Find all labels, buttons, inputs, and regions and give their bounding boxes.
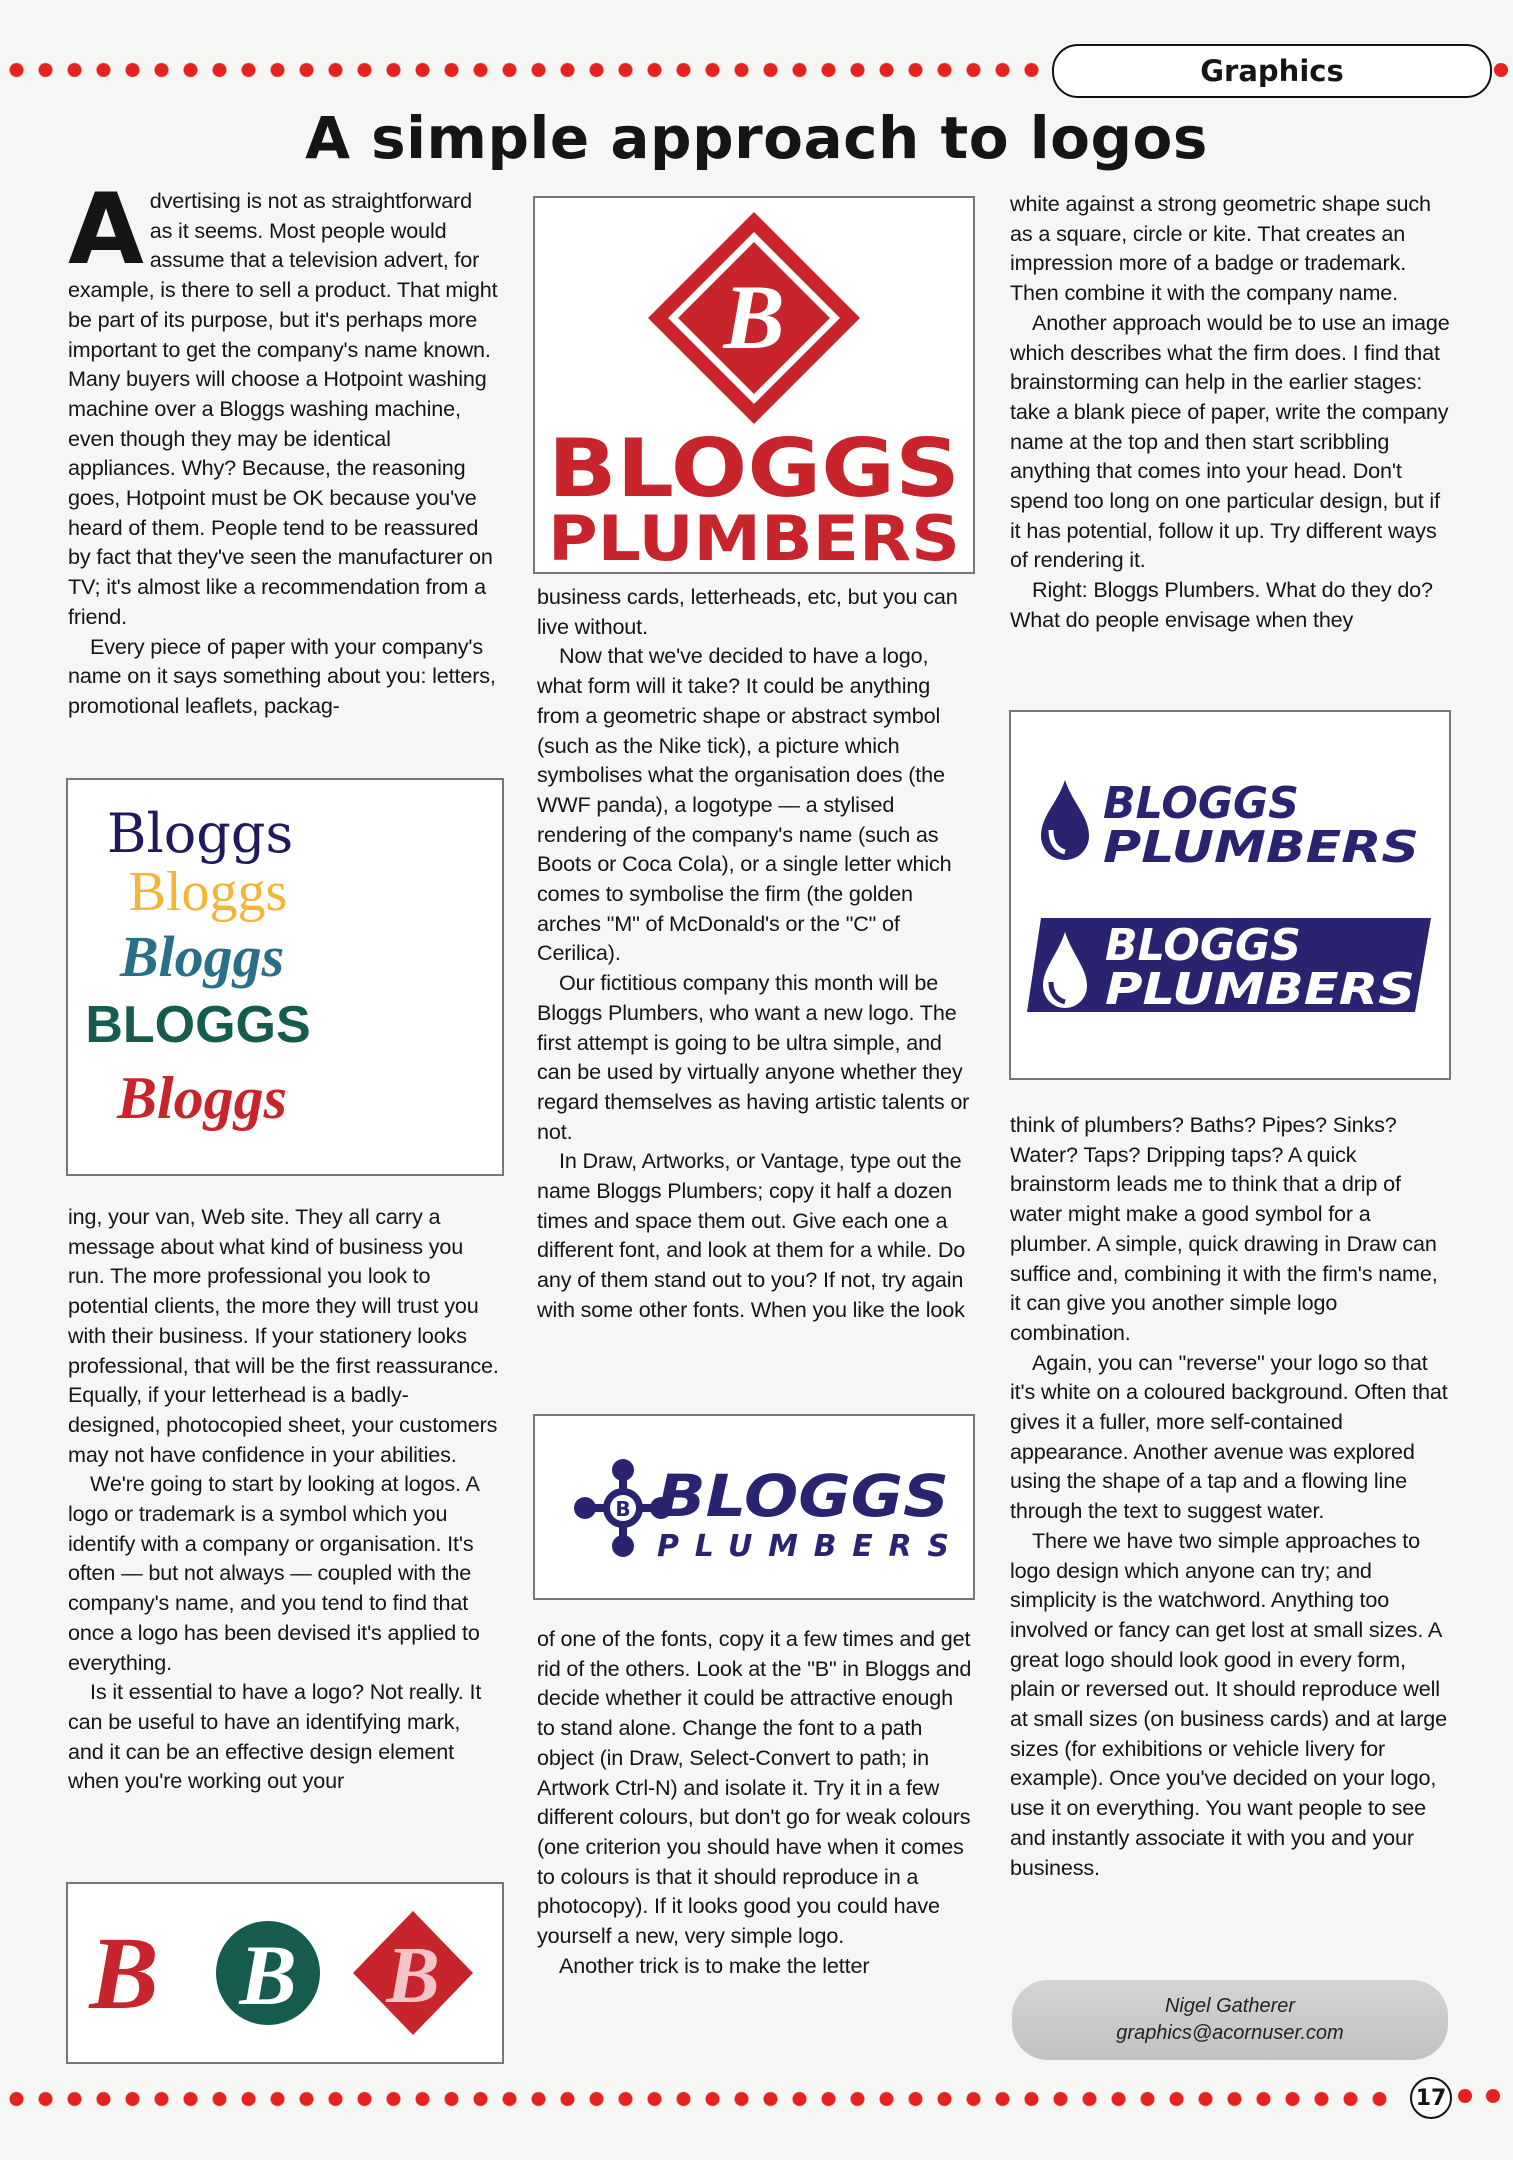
author-signature (1012, 1980, 1448, 2060)
pipe-logo-line1: BLOGGS (657, 1462, 949, 1530)
paragraph: Now that we've decided to have a logo, what form will it take? It could be anything from a geometric shape or abstract symbol (such as the Nike tick), a picture which symbolises what the organisation does (the WWF panda), a logotype — a stylised rendering of the company's name (such as Boots or Coca Cola), or a single letter which comes to symbolise the firm (the golden arches "M" of McDonald's or the "C" of Cerilica). (537, 643, 952, 966)
paragraph: Our fictitious company this month will be Bloggs Plumbers, who want a new logo. The first attempt is going to be ultra simple, and can be used by virtually anyone whether they regard themselves as having artistic talents or not. (537, 970, 970, 1144)
paragraph: dvertising is not as straightforward as it seems. Most people would assume that a television advert, for example, is there to sell a product. That might be part of its purpose, but it's perhaps more important to get the company's name known. Many buyers will choose a Hotpoint washing machine over a Bloggs washing machine, even though they may be identical appliances. Why? Because, the reasoning goes, Hotpoint must be OK because you've heard of them. People tend to be reassured by fact that they've seen the manufacturer on TV; it's almost like a recommendation from a friend. (68, 188, 498, 629)
pipe-node-bottom (612, 1535, 634, 1557)
paragraph: There we have two simple approaches to logo design which anyone can try; and simplicity is the watchword. Anything too involved or fancy can get lost at small sizes. A great logo should look good in every form, plain or reversed out. It should reproduce well at small sizes (on business cards) and at large sizes (for exhibitions or vehicle livery for example). Once you've decided on your logo, use it on everything. You want people to see and instantly associate it with you and your business. (1010, 1527, 1448, 1880)
letter-b-green: B (239, 1927, 297, 2023)
paragraph: Another trick is to make the letter (559, 1952, 870, 1978)
column-1-top-text (68, 173, 500, 721)
column-3-bottom-text (1010, 1110, 1450, 1882)
section-label: Graphics (1052, 44, 1492, 98)
figure-pipe-logo (533, 1414, 975, 1600)
paragraph: ing, your van, Web site. They all carry a message about what kind of business you run. The more professional you look to potential clients, the more they will trust you with their business. If your stationery looks professional, that will be the first reassurance. Equally, if your letterhead is a badly-designed, photocopied sheet, your customers may not have confidence in your abilities. (68, 1204, 499, 1467)
figure-letter-b-variations (66, 1882, 504, 2064)
dot-end-bottom-1 (1458, 2089, 1472, 2103)
page-title: A simple approach to logos (305, 104, 1208, 172)
paragraph: of one of the fonts, copy it a few times and get rid of the others. Look at the "B" in Bloggs and decide whether it could be attractive enough to stand alone. Change the font to a path object (in Draw, Select-Convert to path; in Artwork Ctrl-N) and isolate it. Try it in a few different colours, but don't go for weak colours (one criterion you should have when it comes to colours is that it should reproduce in a photocopy). If it looks good you could have yourself a new, very simple logo. (537, 1626, 972, 1949)
column-3-top-text (1010, 189, 1450, 635)
column-2-bottom-text (537, 1624, 973, 1980)
drop-cap: A (68, 173, 144, 287)
bottom-dot-rule (0, 2087, 1400, 2111)
drip-logo-line1: BLOGGS (1103, 778, 1299, 829)
paragraph: white against a strong geometric shape such as a square, circle or kite. That creates an impression more of a badge or trademark. Then combine it with the company name. (1010, 191, 1431, 306)
font-sample-2: Bloggs (128, 861, 288, 923)
top-dot-rule (0, 58, 1050, 82)
author-email[interactable]: graphics@acornuser.com (1116, 2022, 1344, 2044)
font-sample-3: Bloggs (119, 924, 285, 989)
paragraph: Every piece of paper with your company's name on it says something about you: letters, promotional leaflets, packag- (68, 633, 496, 718)
author-name: Nigel Gatherer (1164, 1995, 1296, 2017)
pipe-logo-line2: PLUMBERS (657, 1529, 949, 1564)
figure-font-samples (66, 778, 504, 1176)
paragraph: Again, you can "reverse" your logo so that it's white on a coloured background. Often that gives it a fuller, more self-contained appearance. Another avenue was explored using the shape of a tap and a flowing line through the text to suggest water. (1010, 1349, 1448, 1524)
pipe-hub-letter: B (615, 1497, 631, 1521)
page-number: 17 (1410, 2077, 1452, 2119)
reversed-logo-line1: BLOGGS (1105, 920, 1301, 971)
reversed-logo-line2: PLUMBERS (1105, 964, 1415, 1015)
letter-b-pink: B (386, 1932, 440, 2020)
diamond-letter: B (723, 266, 785, 368)
paragraph: think of plumbers? Baths? Pipes? Sinks? Water? Taps? Dripping taps? A quick brainstorm leads me to think that a drip of water might make a good symbol for a plumber. A simple, quick drawing in Draw can suffice and, combining it with the firm's name, it can give you another simple logo combination. (1010, 1112, 1438, 1345)
paragraph: business cards, letterheads, etc, but you can live without. (537, 584, 958, 639)
drip-icon (1041, 780, 1089, 860)
font-sample-1: Bloggs (106, 802, 294, 865)
paragraph: Is it essential to have a logo? Not really. It can be useful to have an identifying mark, and it can be an effective design element when you're working out your (68, 1679, 482, 1794)
dot-end-bottom-2 (1486, 2089, 1500, 2103)
paragraph: Right: Bloggs Plumbers. What do they do? What do people envisage when they (1010, 577, 1433, 632)
font-sample-4: BLOGGS (85, 996, 311, 1054)
diamond-logo-line1: BLOGGS (548, 422, 960, 515)
figure-diamond-logo (533, 196, 975, 574)
font-sample-5: Bloggs (116, 1065, 288, 1131)
paragraph: We're going to start by looking at logos. A logo or trademark is a symbol which you identify with a company or organisation. It's often — but not always — coupled with the company's name, and you tend to find that once a logo has been devised it's applied to everything. (68, 1471, 480, 1675)
paragraph: Another approach would be to use an image which describes what the firm does. I find that brainstorming can help in the earlier stages: take a blank piece of paper, write the company name at the top and then start scribbling anything that comes into your head. Don't spend too long on one particular design, but if it has potential, follow it up. Try different ways of rendering it. (1010, 309, 1450, 573)
pipe-node-top (612, 1459, 634, 1481)
column-2-middle-text (537, 582, 973, 1325)
paragraph: In Draw, Artworks, or Vantage, type out the name Bloggs Plumbers; copy it half a dozen times and space them out. Give each one a different font, and look at them for a while. Do any of them stand out to you? If not, try again with some other fonts. When you like the look (537, 1148, 966, 1322)
figure-drip-logos (1009, 710, 1451, 1080)
column-1-bottom-text (68, 1202, 500, 1796)
diamond-logo-line2: PLUMBERS (548, 502, 960, 572)
drip-logo-line2: PLUMBERS (1103, 822, 1419, 873)
dot-end-top (1494, 63, 1508, 77)
letter-b-red: B (89, 1916, 159, 2031)
pipe-node-left (574, 1497, 596, 1519)
